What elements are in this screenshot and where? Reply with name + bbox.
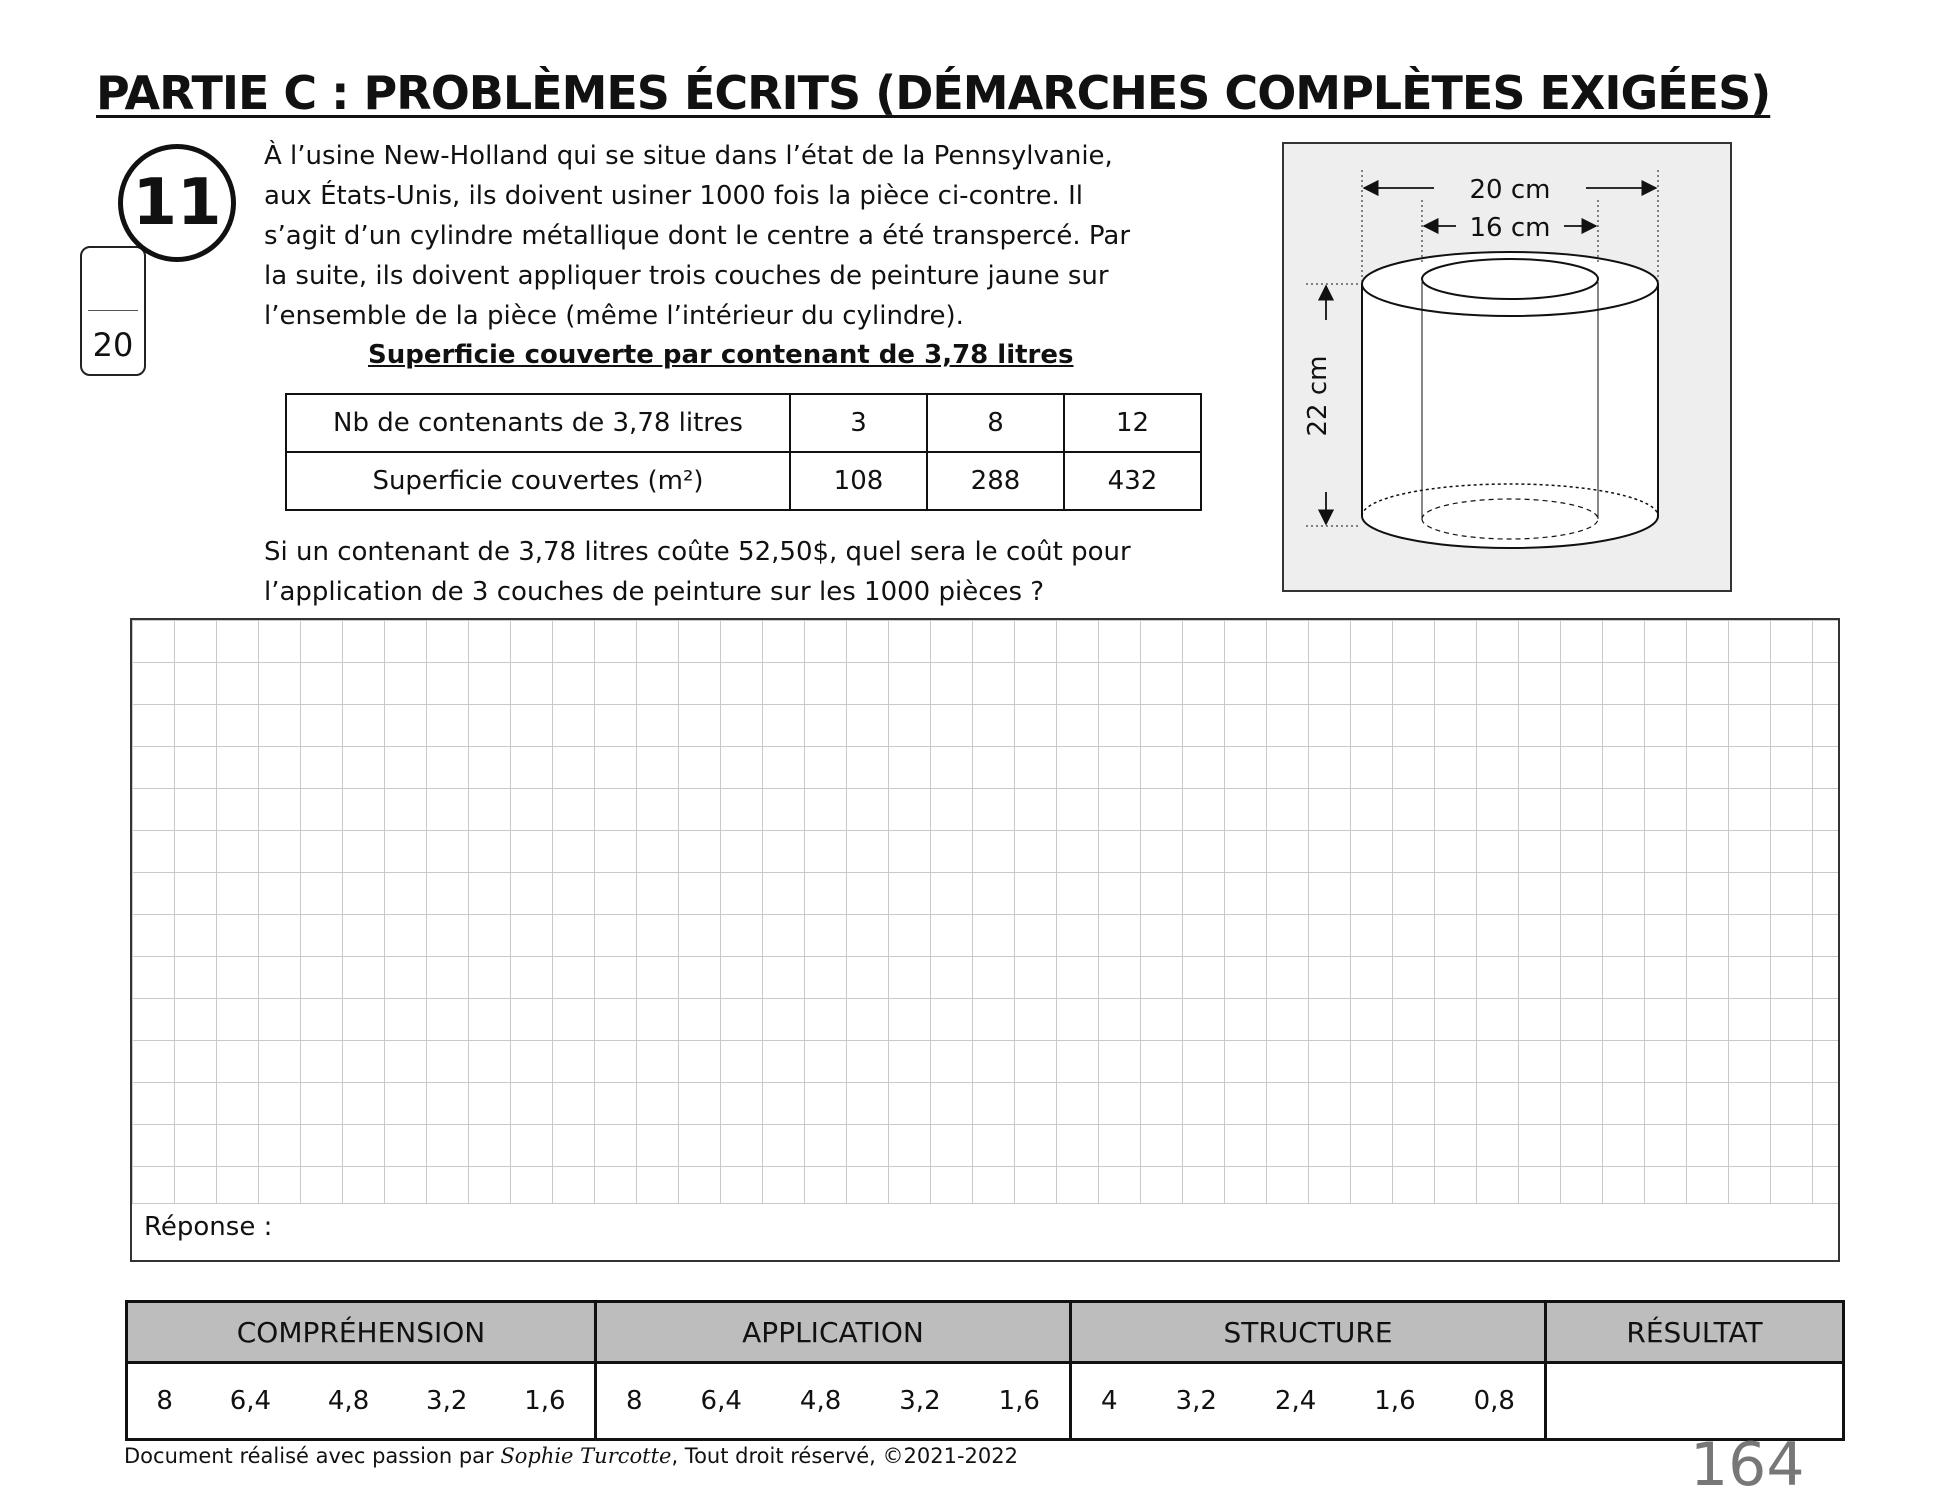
question-line: l’application de 3 couches de peinture sur les 1000 pièces ? [264,577,1045,607]
rubric-header-result: RÉSULTAT [1546,1302,1844,1363]
rubric-header-application: APPLICATION [596,1302,1071,1363]
footer-suffix: , Tout droit réservé, ©2021-2022 [671,1444,1018,1468]
score-max: 20 [92,326,134,364]
table-cell: 12 [1064,394,1201,452]
rubric-level[interactable]: 1,6 [524,1386,566,1416]
score-divider [88,310,138,311]
problem-line: À l’usine New-Holland qui se situe dans l’état de la Pennsylvanie, [264,141,1113,171]
rubric-level[interactable]: 1,6 [1374,1386,1416,1416]
table-cell: 8 [927,394,1064,452]
rubric-levels-application [596,1363,1071,1440]
table-cell: 288 [927,452,1064,510]
table-row [286,394,1201,452]
answer-area[interactable] [132,1203,1838,1260]
footer-credit [124,1444,1018,1468]
answer-label: Réponse : [144,1212,273,1242]
rubric-level[interactable]: 4,8 [327,1386,370,1416]
rubric-header-comprehension: COMPRÉHENSION [127,1302,596,1363]
rubric-level[interactable]: 3,2 [899,1386,941,1416]
rubric-level[interactable]: 4 [1101,1386,1118,1416]
problem-line: s’agit d’un cylindre métallique dont le centre a été transpercé. Par [264,221,1131,251]
footer-prefix: Document réalisé avec passion par [124,1444,501,1468]
question-number-badge: 11 [118,144,236,262]
problem-line: l’ensemble de la pièce (même l’intérieur du cylindre). [264,301,964,331]
rubric-levels-structure [1071,1363,1546,1440]
rubric-header-structure: STRUCTURE [1071,1302,1546,1363]
rubric-result-cell[interactable] [1546,1363,1844,1440]
rubric-level[interactable]: 0,8 [1473,1386,1515,1416]
coverage-table [285,393,1202,511]
table-cell: 108 [790,452,927,510]
question-line: Si un contenant de 3,78 litres coûte 52,50$, quel sera le coût pour [264,537,1131,567]
score-box[interactable] [80,246,146,376]
question-statement [264,532,1131,612]
rubric-level[interactable]: 6,4 [700,1386,742,1416]
table-row-label: Superficie couvertes (m²) [286,452,790,510]
hollow-cylinder-diagram [1284,144,1730,590]
table-row-label: Nb de contenants de 3,78 litres [286,394,790,452]
rubric-table [125,1300,1845,1441]
table-cell: 432 [1064,452,1201,510]
rubric-level[interactable]: 3,2 [426,1386,468,1416]
table-cell: 3 [790,394,927,452]
rubric-level[interactable]: 6,4 [229,1386,272,1416]
table-caption: Superficie couverte par contenant de 3,78 litres [368,340,1074,370]
rubric-header-row [127,1302,1844,1363]
problem-statement [264,136,1130,336]
height-label: 22 cm [1303,355,1333,437]
rubric-level[interactable]: 3,2 [1175,1386,1217,1416]
page-title: PARTIE C : PROBLÈMES ÉCRITS (DÉMARCHES COMPLÈTES EXIGÉES) [96,66,1771,120]
cylinder-figure [1282,142,1732,592]
inner-diameter-label: 16 cm [1469,213,1551,243]
footer-author: Sophie Turcotte [500,1444,672,1468]
problem-line: la suite, ils doivent appliquer trois couches de peinture jaune sur [264,261,1109,291]
table-row [286,452,1201,510]
page-number: 164 [1690,1430,1805,1500]
outer-diameter-label: 20 cm [1469,175,1551,205]
rubric-level[interactable]: 8 [626,1386,643,1416]
problem-line: aux États-Unis, ils doivent usiner 1000 fois la pièce ci-contre. Il [264,181,1083,211]
rubric-level[interactable]: 8 [156,1386,173,1416]
rubric-level[interactable]: 1,6 [998,1386,1040,1416]
rubric-level[interactable]: 2,4 [1274,1386,1317,1416]
rubric-level[interactable]: 4,8 [799,1386,842,1416]
rubric-levels-row [127,1363,1844,1440]
work-grid[interactable] [130,618,1840,1262]
rubric-levels-comprehension [127,1363,596,1440]
